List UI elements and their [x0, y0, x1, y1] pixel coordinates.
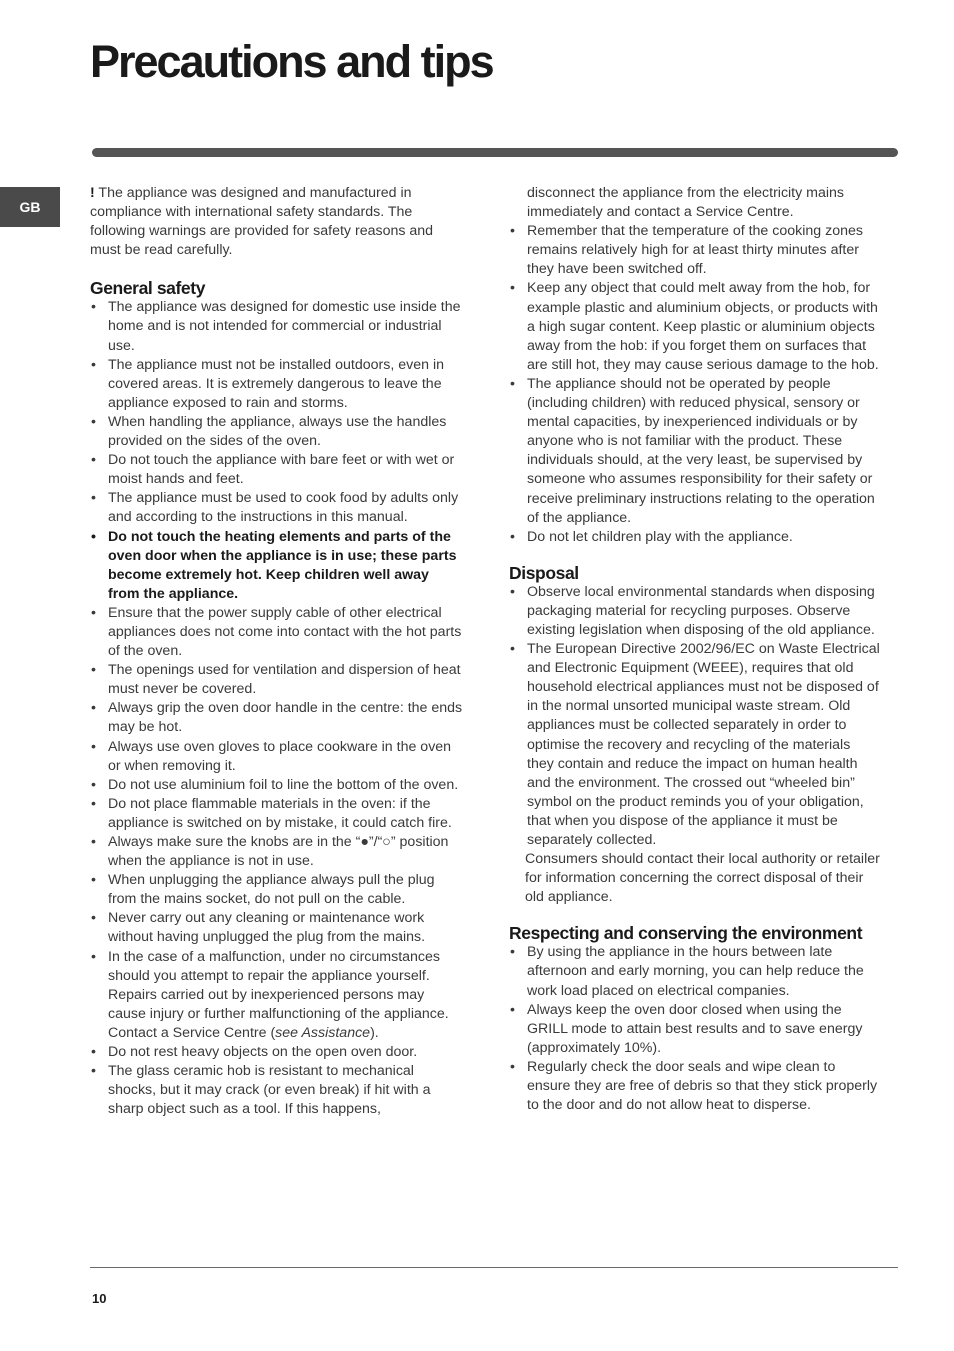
page-number: 10 [92, 1291, 107, 1306]
general-safety-list-continued [509, 184, 881, 547]
list-item: • Never carry out any cleaning or maintenance work without having unplugged the plug from the mains. [90, 909, 464, 947]
list-item: • Regularly check the door seals and wipe clean to ensure they are free of debris so that they stick properly to the door and do not allow heat to disperse. [509, 1058, 881, 1115]
footer-divider [90, 1267, 898, 1268]
list-item: • Observe local environmental standards when disposing packaging material for recycling purposes. Observe existing legislation when disposing of the old appliance. [509, 583, 881, 640]
list-item: • The appliance was designed for domestic use inside the home and is not intended for commercial or industrial use. [90, 298, 464, 355]
page-title: Precautions and tips [90, 36, 493, 87]
warning-mark: ! [90, 185, 95, 201]
list-item: • Do not rest heavy objects on the open oven door. [90, 1043, 464, 1062]
list-item: • When handling the appliance, always use the handles provided on the sides of the oven. [90, 413, 464, 451]
malfunction-text-end: ). [370, 1024, 379, 1041]
environment-heading: Respecting and conserving the environment [509, 923, 863, 944]
list-item: • Always grip the oven door handle in the centre: the ends may be hot. [90, 699, 464, 737]
list-item: • Do not place flammable materials in the oven: if the appliance is switched on by mistake, it could catch fire. [90, 795, 464, 833]
right-column [509, 184, 881, 1115]
list-item: • Always make sure the knobs are in the “●”/“○” position when the appliance is not in use. [90, 833, 464, 871]
list-item: • When unplugging the appliance always pull the plug from the mains socket, do not pull on the cable. [90, 871, 464, 909]
disposal-heading: Disposal [509, 562, 579, 583]
disposal-list [509, 583, 881, 908]
intro-paragraph [90, 184, 464, 260]
list-item: • Always use oven gloves to place cookware in the oven or when removing it. [90, 738, 464, 776]
list-item: • The openings used for ventilation and dispersion of heat must never be covered. [90, 661, 464, 699]
list-item: • Do not touch the appliance with bare feet or with wet or moist hands and feet. [90, 451, 464, 489]
disposal-note: Consumers should contact their local authority or retailer for information concerning the correct disposal of their old appliance. [525, 851, 880, 906]
intro-text: The appliance was designed and manufactured in compliance with international safety standards. The following warnings are provided for safety reasons and must be read carefully. [90, 185, 434, 259]
list-item: • Do not let children play with the appliance. [509, 528, 881, 547]
assistance-reference: see Assistance [275, 1024, 371, 1041]
list-item: • The appliance should not be operated by people (including children) with reduced physical, sensory or mental capacities, by inexperienced individuals or by anyone who is not familiar with the product. These individuals should, at the very least, be supervised by someone who assumes responsibility for their safety or receive preliminary instructions relating to the operation of the appliance. [509, 375, 881, 528]
list-item: • The European Directive 2002/96/EC on Waste Electrical and Electronic Equipment (WEEE), requires that old household electrical appliances must not be disposed of in the normal unsorted municipal waste stream. Old appliances must be collected separately in order to optimise the recovery and recycling of the materials they contain and reduce the impact on human health and the environment. The crossed out “wheeled bin” symbol on the product reminds you of your obligation, that when you dispose of the appliance it must be separately collected. [509, 640, 881, 850]
malfunction-text: In the case of a malfunction, under no circumstances should you attempt to repair the appliance yourself. Repairs carried out by inexperienced persons may cause injury or further malfunctioning of the appliance. Contact a Service Centre ( [108, 948, 449, 1041]
language-tab: GB [0, 187, 60, 227]
list-item: • The appliance must not be installed outdoors, even in covered areas. It is extremely dangerous to leave the appliance exposed to rain and storms. [90, 356, 464, 413]
general-safety-heading: General safety [90, 278, 206, 299]
list-item: • Remember that the temperature of the cooking zones remains relatively high for at least thirty minutes after they have been switched off. [509, 222, 881, 279]
list-item: • The appliance must be used to cook food by adults only and according to the instructions in this manual. [90, 489, 464, 527]
list-item: • Always keep the oven door closed when using the GRILL mode to attain best results and to save energy (approximately 10%). [509, 1001, 881, 1058]
list-item-malfunction [90, 948, 464, 1043]
list-item: • The glass ceramic hob is resistant to mechanical shocks, but it may crack (or even break) if hit with a sharp object such as a tool. If this happens, [90, 1062, 464, 1119]
environment-list [509, 943, 881, 1115]
list-item: • By using the appliance in the hours between late afternoon and early morning, you can help reduce the work load placed on electrical companies. [509, 943, 881, 1000]
list-item: • Keep any object that could melt away from the hob, for example plastic and aluminium objects, or products with a high sugar content. Keep plastic or aluminium objects away from the hob: if you forget them on surfaces that are still hot, they may cause serious damage to the hob. [509, 279, 881, 374]
left-column [90, 184, 464, 1119]
list-item: • Ensure that the power supply cable of other electrical appliances does not come into contact with the hot parts of the oven. [90, 604, 464, 661]
list-item: • Do not use aluminium foil to line the bottom of the oven. [90, 776, 464, 795]
list-item-warning: • Do not touch the heating elements and parts of the oven door when the appliance is in use; these parts become extremely hot. Keep children well away from the appliance. [90, 528, 464, 604]
title-divider [92, 148, 898, 157]
list-item-continued: disconnect the appliance from the electricity mains immediately and contact a Service Centre. [527, 185, 845, 221]
general-safety-list [90, 298, 464, 1119]
